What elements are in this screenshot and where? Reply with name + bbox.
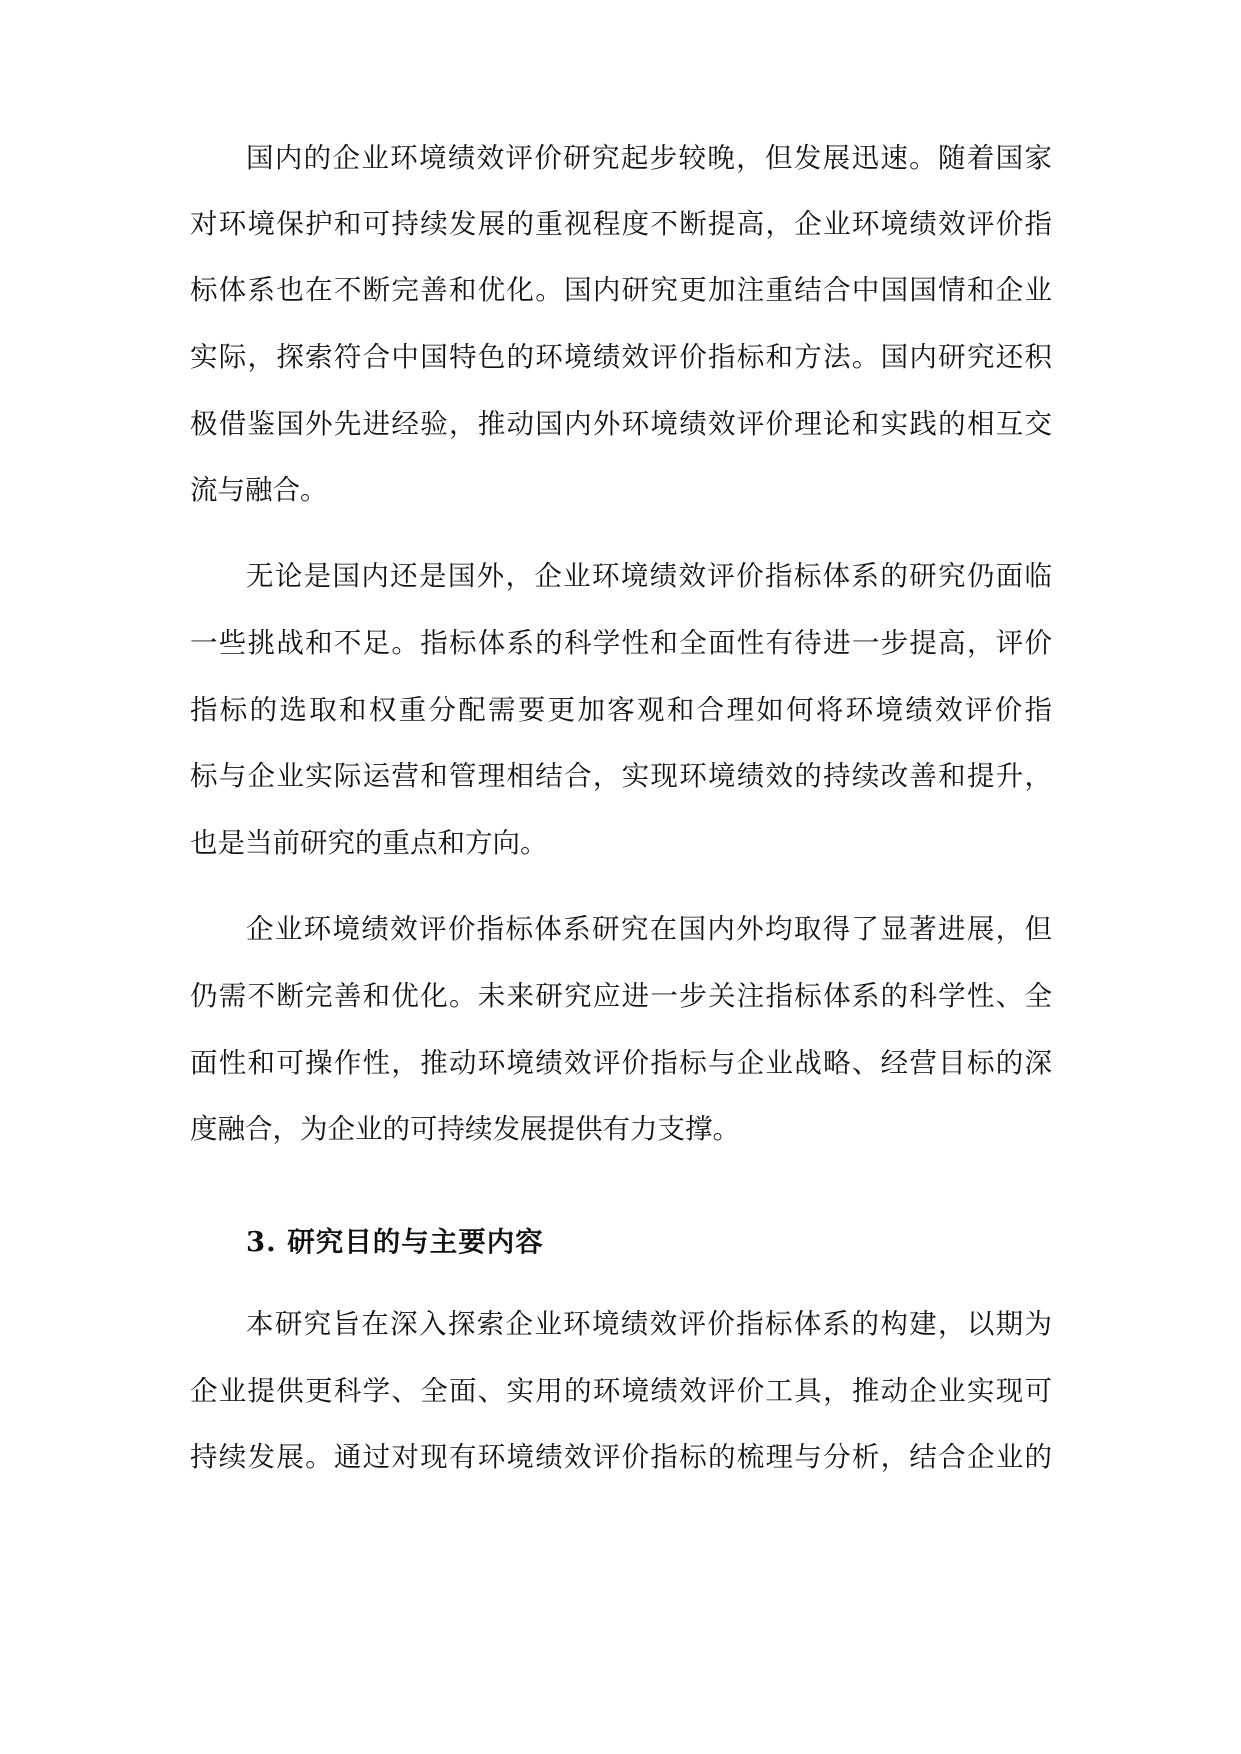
paragraph-line: 一些挑战和不足。指标体系的科学性和全面性有待进一步提高，评价 [190,627,1052,659]
paragraph-line: 标与企业实际运营和管理相结合，实现环境绩效的持续改善和提升， [190,760,1052,792]
paragraph-line: 企业提供更科学、全面、实用的环境绩效评价工具，推动企业实现可 [190,1375,1052,1407]
paragraph-line: 仍需不断完善和优化。未来研究应进一步关注指标体系的科学性、全 [190,980,1052,1012]
paragraph-line: 面性和可操作性，推动环境绩效评价指标与企业战略、经营目标的深 [190,1047,1052,1079]
paragraph-line: 无论是国内还是国外，企业环境绩效评价指标体系的研究仍面临 [246,560,1052,592]
paragraph-line: 国内的企业环境绩效评价研究起步较晚，但发展迅速。随着国家 [246,142,1052,174]
paragraph-line: 极借鉴国外先进经验，推动国内外环境绩效评价理论和实践的相互交 [190,408,1052,440]
paragraph-line: 指标的选取和权重分配需要更加客观和合理如何将环境绩效评价指 [190,694,1052,726]
paragraph-line: 度融合，为企业的可持续发展提供有力支撑。 [190,1113,740,1145]
paragraph-line: 实际，探索符合中国特色的环境绩效评价指标和方法。国内研究还积 [190,341,1052,373]
paragraph-line: 也是当前研究的重点和方向。 [190,827,548,859]
paragraph-line: 流与融合。 [190,474,328,506]
paragraph-line: 对环境保护和可持续发展的重视程度不断提高，企业环境绩效评价指 [190,208,1052,240]
paragraph-line: 本研究旨在深入探索企业环境绩效评价指标体系的构建，以期为 [246,1308,1052,1340]
paragraph-line: 持续发展。通过对现有环境绩效评价指标的梳理与分析，结合企业的 [190,1441,1052,1473]
section-heading: 3. 研究目的与主要内容 [246,1226,544,1258]
paragraph-line: 企业环境绩效评价指标体系研究在国内外均取得了显著进展，但 [246,913,1052,945]
paragraph-line: 标体系也在不断完善和优化。国内研究更加注重结合中国国情和企业 [190,274,1052,306]
